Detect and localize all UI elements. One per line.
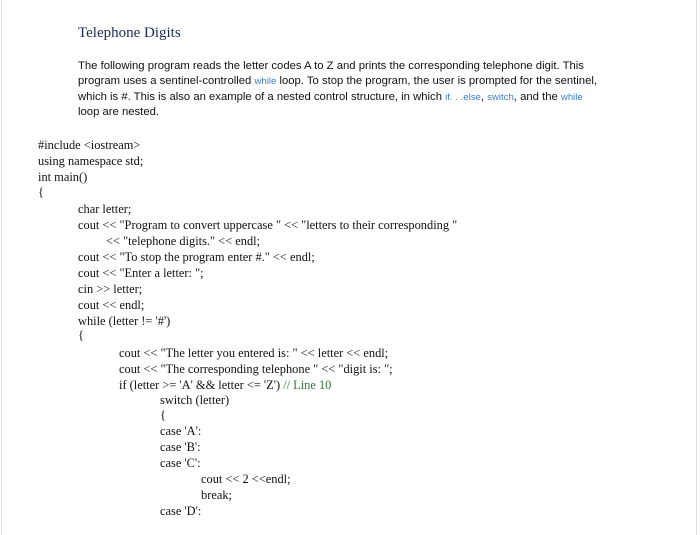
keyword-if-else: if. . .else: [445, 91, 481, 103]
paragraph-text: which is #. This is also an example of a nested control structure, in which: [78, 90, 446, 103]
paragraph-line: [78, 90, 668, 105]
code-line: [119, 378, 331, 393]
code-line: cout << 2 <<endl;: [201, 472, 291, 486]
paragraph-text: , and the: [513, 90, 561, 103]
code-line: {: [78, 328, 84, 342]
code-line: using namespace std;: [38, 154, 144, 168]
code-line: break;: [201, 488, 232, 502]
code-line: cout << "The letter you entered is: " << letter << endl;: [119, 346, 389, 360]
keyword-switch: switch: [487, 91, 514, 103]
code-line: while (letter != '#'): [78, 314, 171, 328]
code-line: {: [160, 408, 166, 422]
code-line: case 'A':: [160, 424, 202, 438]
code-line: cin >> letter;: [78, 282, 143, 296]
code-line: cout << "To stop the program enter #." << endl;: [78, 250, 315, 264]
paragraph-line: [78, 74, 668, 89]
page-border-left: [1, 0, 2, 535]
keyword-while: while: [254, 76, 277, 88]
paragraph-text: program uses a sentinel-controlled: [78, 75, 255, 88]
paragraph-text: loop. To stop the program, the user is prompted for the sentinel,: [276, 75, 598, 88]
paragraph-line: loop are nested.: [78, 105, 160, 118]
code-line: cout << "The corresponding telephone " << "digit is: ";: [119, 362, 393, 376]
paragraph-text: ,: [480, 90, 488, 103]
code-text: if (letter >= 'A' && letter <= 'Z'): [119, 378, 281, 392]
code-line: cout << "Enter a letter: ";: [78, 266, 204, 280]
code-line: << "telephone digits." << endl;: [106, 234, 261, 248]
paragraph-line: The following program reads the letter codes A to Z and prints the corresponding telephone digit. This: [78, 60, 584, 72]
code-line: case 'D':: [160, 504, 202, 518]
intro-paragraph: [78, 59, 668, 120]
code-line: case 'B':: [160, 440, 201, 454]
code-line: #include <iostream>: [38, 138, 141, 152]
keyword-while: while: [560, 91, 583, 103]
section-title: Telephone Digits: [78, 25, 181, 41]
code-line: char letter;: [78, 202, 132, 216]
page-border-right: [696, 0, 697, 535]
code-line: int main(): [38, 170, 88, 184]
code-line: case 'C':: [160, 456, 201, 470]
code-comment: // Line 10: [280, 378, 332, 392]
code-line: cout << endl;: [78, 298, 145, 312]
code-line: switch (letter): [160, 393, 230, 407]
code-line: {: [38, 185, 44, 199]
code-line: cout << "Program to convert uppercase " << "letters to their corresponding ": [78, 218, 458, 232]
